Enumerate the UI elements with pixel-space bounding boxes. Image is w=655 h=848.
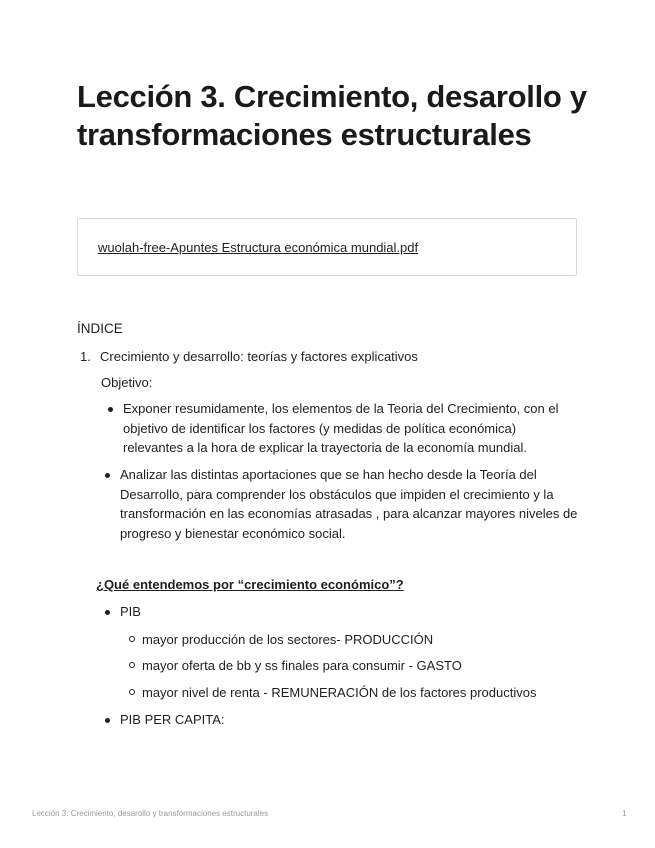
bullet-circle-icon — [129, 662, 135, 668]
bullet-dot-icon — [108, 407, 113, 412]
attachment-box — [77, 218, 577, 276]
footer-title: Lección 3. Crecimiento, desarollo y transformaciones estructurales — [32, 809, 269, 818]
sub-bullet-item — [142, 683, 582, 703]
index-item — [80, 349, 418, 365]
sub-bullet-item — [142, 656, 582, 676]
bullet-label: PIB — [120, 604, 141, 619]
bullet-item — [120, 602, 540, 622]
bullet-circle-icon — [129, 636, 135, 642]
sub-bullet-item — [142, 630, 582, 650]
footer-page-number: 1 — [622, 809, 627, 818]
index-item-text: Crecimiento y desarrollo: teorías y factores explicativos — [100, 349, 418, 364]
attachment-link[interactable]: wuolah-free-Apuntes Estructura económica mundial.pdf — [98, 240, 419, 255]
bullet-label: PIB PER CAPITA: — [120, 712, 225, 727]
objective-item — [120, 465, 580, 543]
sub-bullet-text: mayor producción de los sectores- PRODUCCIÓN — [142, 632, 434, 647]
sub-bullet-text: mayor oferta de bb y ss finales para consumir - GASTO — [142, 658, 462, 673]
bullet-circle-icon — [129, 689, 135, 695]
bullet-dot-icon — [105, 610, 110, 615]
section-heading: ¿Qué entendemos por “crecimiento económico”? — [96, 577, 404, 592]
objective-text: Exponer resumidamente, los elementos de la Teoria del Crecimiento, con el objetivo de identificar los factores (y medidas de política económica) relevantes a la hora de explicar la trayectoria de la economía mundial. — [123, 401, 559, 455]
index-item-number: 1. — [80, 349, 91, 364]
sub-bullet-text: mayor nivel de renta - REMUNERACIÓN de los factores productivos — [142, 685, 537, 700]
bullet-dot-icon — [105, 718, 110, 723]
objective-label: Objetivo: — [101, 375, 153, 390]
bullet-item — [120, 710, 540, 730]
bullet-dot-icon — [105, 473, 110, 478]
page-title: Lección 3. Crecimiento, desarollo y transformaciones estructurales — [77, 79, 587, 152]
objective-item — [123, 399, 573, 458]
index-heading: ÍNDICE — [77, 321, 123, 336]
objective-text: Analizar las distintas aportaciones que se han hecho desde la Teoría del Desarrollo, para comprender los obstáculos que impiden el crecimiento y la transformación en las economías atrasadas , para alcanzar mayores niveles de progreso y bienestar económico social. — [120, 467, 578, 541]
